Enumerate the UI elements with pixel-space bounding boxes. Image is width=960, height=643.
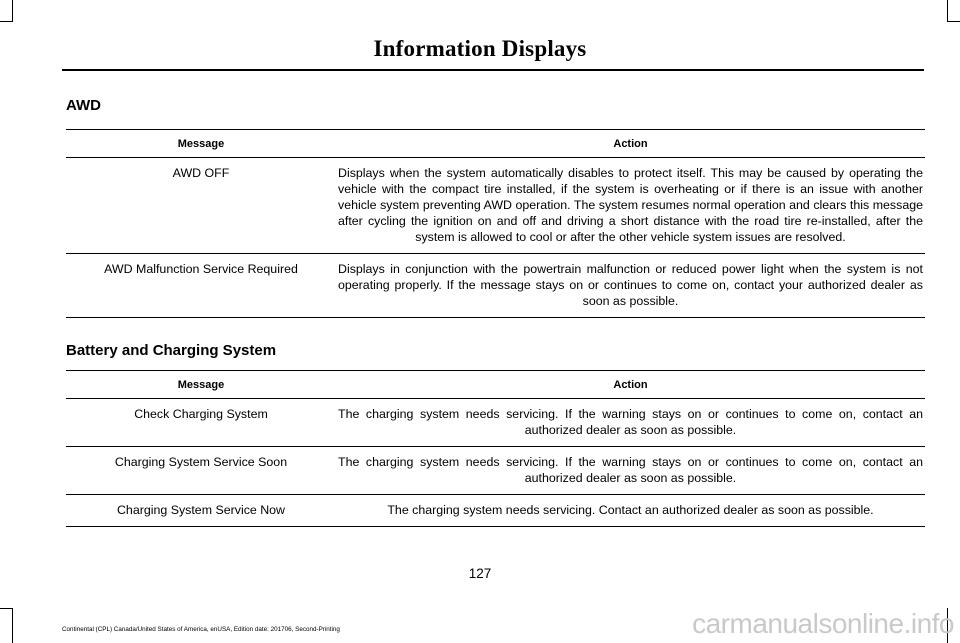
action-cell: Displays in conjunction with the powertrain malfunction or reduced power light when the system is not operating properly. If the message stays on or continues to come on, contact your authorized dealer as soon as possible.: [336, 254, 925, 318]
crop-mark-bottom-left-vertical: [12, 608, 13, 643]
action-cell: The charging system needs servicing. If the warning stays on or continues to come on, contact an authorized dealer as soon as possible.: [336, 447, 925, 495]
message-cell: AWD OFF: [66, 158, 336, 254]
crop-mark-top-left-vertical: [12, 0, 13, 22]
action-cell: The charging system needs servicing. Contact an authorized dealer as soon as possible.: [336, 495, 925, 527]
page-header-title: Information Displays: [373, 36, 587, 61]
action-cell: Displays when the system automatically disables to protect itself. This may be caused by operating the vehicle with the compact tire installed, if the system is overheating or if there is an issue with another vehicle system preventing AWD operation. The system resumes normal operation and clears this message after cycling the ignition on and off and driving a short distance with the road tire re-installed, after the system is allowed to cool or after the other vehicle system issues are resolved.: [336, 158, 925, 254]
message-cell: Check Charging System: [66, 399, 336, 447]
crop-mark-top-right-vertical: [947, 0, 948, 22]
column-header-action: Action: [336, 130, 925, 158]
crop-mark-top-left-horizontal: [0, 21, 13, 22]
section-title-battery-charging: Battery and Charging System: [66, 342, 277, 359]
page-number: 127: [468, 566, 492, 581]
header-rule: [62, 69, 924, 71]
message-cell: AWD Malfunction Service Required: [66, 254, 336, 318]
column-header-action: Action: [336, 371, 925, 399]
awd-message-table: [66, 129, 925, 318]
message-cell: Charging System Service Now: [66, 495, 336, 527]
table-header-row: [66, 371, 925, 399]
watermark: carmanualsonline.info: [692, 608, 954, 639]
table-row: [66, 495, 925, 527]
crop-mark-bottom-left-horizontal: [0, 608, 13, 609]
section-title-awd: AWD: [66, 97, 101, 114]
footer-edition-info: Continental (CPL) Canada/United States of America, enUSA, Edition date: 201706, Second-Printing: [62, 626, 340, 633]
table-row: [66, 447, 925, 495]
column-header-message: Message: [66, 130, 336, 158]
table-row: [66, 158, 925, 254]
table-header-row: [66, 130, 925, 158]
message-cell: Charging System Service Soon: [66, 447, 336, 495]
action-cell: The charging system needs servicing. If the warning stays on or continues to come on, contact an authorized dealer as soon as possible.: [336, 399, 925, 447]
battery-charging-message-table: [66, 370, 925, 527]
table-row: [66, 399, 925, 447]
column-header-message: Message: [66, 371, 336, 399]
crop-mark-top-right-horizontal: [947, 21, 960, 22]
table-row: [66, 254, 925, 318]
